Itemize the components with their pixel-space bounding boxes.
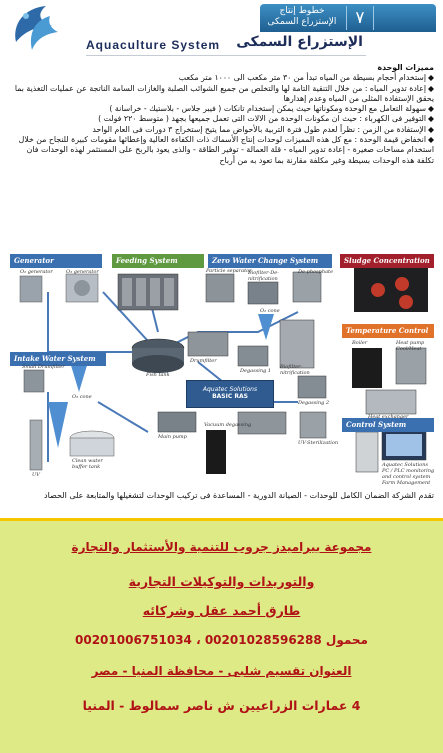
label-main-pump: Main pump [158, 434, 187, 440]
diagram-artwork [8, 252, 436, 486]
bullet-icon: ◆ [428, 124, 434, 134]
label-o2-generator: O₂ generator [20, 269, 53, 275]
label-degassing-1: Degassing 1 [240, 368, 272, 374]
tab-line-1: خطوط إنتاج [279, 6, 325, 16]
label-o3-generator: O₃ generator [66, 269, 99, 275]
contact-footer [0, 518, 443, 753]
feature-paragraph [8, 114, 434, 124]
label-fish-tank: Fish tank [146, 372, 170, 378]
header-divider [86, 55, 366, 56]
feature-text: الإستفادة من الزمن : نظراً لعدم طول فترة التربية بالأحواض مما يتيح إستخراج ٣ دورات فى العام الواحد [92, 124, 426, 134]
feature-text: إعادة تدوير المياه : من خلال التنقية التامة لها والتخلص من جميع الشوائب الصلبة والغازات السامة الناتجة عن عمليات التغذية بما يحقق الإستفادة المثلى من المياه وعدم إهدارها [14, 83, 434, 103]
label-o2-cone: O₂ cone [260, 308, 280, 314]
feature-text: التوفير فى الكهرباء : حيث ان مكونات الوحدة من الالات التى تعمل جميعها بجهد ( متوسط ٢٢٠ فولت ) [98, 114, 426, 124]
stage-control-system: Control System [342, 418, 434, 432]
label-degassing-2: Degassing 2 [298, 400, 330, 406]
bullet-icon: ◆ [428, 114, 434, 124]
aquaculture-logo-icon [6, 2, 62, 56]
feature-paragraph [8, 135, 434, 166]
feature-text: إستخدام أحجام بسيطة من المياه تبدأ من ٣٠ متر مكعب الى ١٠٠٠ متر مكعب [178, 73, 426, 83]
label-uv-sterilization: UV-Sterilization [298, 440, 339, 446]
aquatec-box-line1: Aquatec Solutions [202, 386, 258, 393]
label-o3-cone: O₃ cone [72, 394, 92, 400]
page-title-english: Aquaculture System [86, 38, 221, 52]
phone-numbers-line: محمول 00201028596288 ، 00201006751034 [75, 633, 368, 647]
label-biofilter-nitrification: Biofilter-nitrification [280, 364, 310, 376]
label-drumfilter: Drumfilter [190, 358, 217, 364]
feature-text: انخفاض قيمة الوحدة : مع كل هذه المميزات لوحدات إنتاج الأسماك ذات الكفاءة العالية وإعطائها مقومات كبيرة للنجاح من خلال استخدام مساحات صغيرة - إعادة تدوير المياه - قلة العمالة - توفير الطاقة - والذى يعود بالربح على المستثمر لهذه الوحدات فان تكلفة هذه الوحدات بسيطة وغير مكلفة مقارنة بما تعود به من أرباح [18, 135, 434, 165]
label-heat-pump: Heat pump Cool/Heat [396, 340, 425, 352]
label-aquatec-pc: Aquatec Solutions PC / PLC monitoring and control system Farm Management [382, 462, 435, 486]
chapter-tab-text [260, 6, 344, 28]
bullet-icon: ◆ [428, 73, 434, 83]
label-vacuum-degassing: Vacuum degassing [204, 422, 252, 428]
stage-temperature-control: Temperature Control [342, 324, 434, 338]
stage-sludge-concentration: Sludge Concentration [340, 254, 434, 268]
address-line-1: العنوان تقسيم شلبى - محافظة المنيا - مصر [91, 664, 352, 678]
aquatec-box-line2: BASIC RAS [212, 393, 248, 400]
feature-paragraph [8, 84, 434, 105]
section-title: مميزات الوحدة [377, 63, 434, 72]
label-boiler: Boiler [352, 340, 368, 346]
owner-name-line: طارق أحمد عقل وشركائه [142, 603, 301, 618]
stage-feeding-system: Feeding System [112, 254, 204, 268]
chapter-number: ٧ [346, 6, 374, 30]
label-clean-water-buffer: Clean water buffer tank [72, 458, 103, 470]
label-particle-separator: Particle separator [206, 268, 252, 274]
warranty-text: تقدم الشركة الضمان الكامل للوحدات - الصيانة الدورية - المساعدة فى تركيب الوحدات لتشغيلها والمتابعة على الحصاد [44, 491, 434, 500]
ras-system-diagram [8, 252, 436, 486]
page-title-arabic: الإستزراع السمكى [236, 34, 363, 50]
tab-line-2: الإستزراع السمكى [267, 17, 337, 27]
stage-zero-water-change: Zero Water Change System [208, 254, 332, 268]
bullet-icon: ◆ [428, 104, 434, 114]
label-biofilter-denitrification: Biofilter-De-nitrification [248, 270, 279, 282]
company-activity-line: والتوريدات والتوكيلات التجارية [128, 574, 315, 589]
feature-paragraph [8, 104, 434, 114]
bullet-icon: ◆ [428, 135, 434, 145]
label-uv: UV [32, 472, 40, 478]
company-name-line: مجموعة بيراميدز جروب للتنمية والأستثمار والتجارة [71, 540, 372, 554]
stage-intake-water: Intake Water System [10, 352, 106, 366]
bullet-icon: ◆ [428, 83, 434, 93]
feature-text: سهولة التعامل مع الوحدة ومكوناتها حيث يمكن إستخدام تانكات ( فيبر جلاس - بلاستيك - خراسانة ) [109, 104, 426, 114]
page-header [0, 0, 443, 60]
features-section [8, 63, 434, 166]
feature-paragraph [8, 125, 434, 135]
label-small-drumfilter: Small Drumfilter [22, 364, 65, 370]
address-line-2: 4 عمارات الزراعيين ش ناصر سمالوط - المنيا [82, 698, 361, 713]
stage-generator: Generator [10, 254, 102, 268]
feature-paragraph [8, 73, 434, 83]
label-heat-exchanger: Heat exchanger [368, 414, 409, 420]
label-de-phosphate: De-phosphate [298, 269, 334, 275]
aquatec-basic-ras-box [186, 380, 274, 408]
